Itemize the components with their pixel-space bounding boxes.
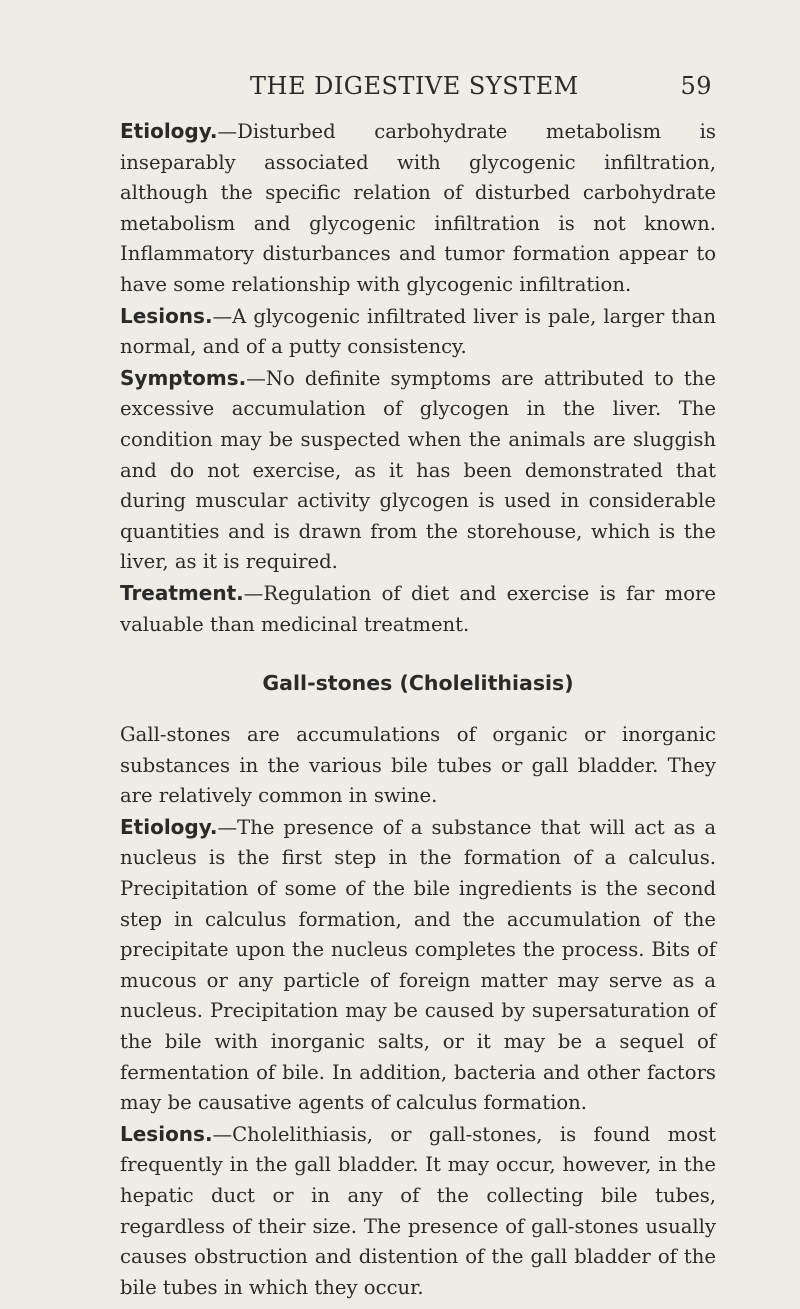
etiology-label-2: Etiology. [120,814,218,839]
etiology-text: —Disturbed carbohydrate metabolism is inseparably associated with glycogenic infiltration, although the specific relation of disturbed carbohydrate metabolism and glycogenic infiltration is not known. Inflammatory disturbances and tumor formation appear to have some relationship with glycogenic infiltration. [120,120,716,296]
lesions-label-2: Lesions. [120,1121,213,1146]
paragraph-etiology-glycogen [120,116,716,301]
etiology-label: Etiology. [120,119,218,143]
symptoms-label: Symptoms. [120,365,247,390]
lesions-label: Lesions. [120,303,213,328]
running-head [120,68,712,108]
page-number: 59 [680,72,712,100]
paragraph-gall-stones-intro: Gall-stones are accumulations of organic or inorganic substances in the various bile tubes or gall bladder. They are relatively common in swine. [120,723,716,808]
symptoms-text: —No definite symptoms are attributed to the excessive accumulation of glycogen in the liver. The condition may be suspected when the animals are sluggish and do not exercise, as it has been demonstrated that during muscular activity glycogen is used in considerable quantities and is drawn from the storehouse, which is the liver, as it is required. [120,366,716,574]
treatment-label: Treatment. [120,580,244,605]
treatment-text: —Regulation of diet and exercise is far more valuable than medicinal treatment. [120,581,716,636]
paragraph-lesions-glycogen [120,301,716,363]
running-head-title: THE DIGESTIVE SYSTEM [250,72,579,100]
etiology-text-2: —The presence of a substance that will act as a nucleus is the first step in the formation of a calculus. Precipitation of some of the bile ingredients is the second step in calculus formation, and the accumulation of the precipitate upon the nucleus completes the process. Bits of mucous or any particle of foreign matter may serve as a nucleus. Precipitation may be caused by supersaturation of the bile with inorganic salts, or it may be a sequel of fermentation of bile. In addition, bacteria and other factors may be causative agents of calculus formation. [120,815,716,1115]
body-text [120,116,716,1303]
paragraph-symptoms [120,363,716,578]
paragraph-treatment [120,578,716,640]
lesions-text: —A glycogenic infiltrated liver is pale, larger than normal, and of a putty consistency. [120,304,716,359]
paragraph-lesions-gall-stones [120,1119,716,1304]
paragraph-etiology-gall-stones [120,812,716,1119]
section-heading-gall-stones: Gall-stones (Cholelithiasis) [262,671,574,696]
lesions-text-2: —Cholelithiasis, or gall-stones, is found most frequently in the gall bladder. It may occur, however, in the hepatic duct or in any of the collecting bile tubes, regardless of their size. The presence of gall-stones usually causes obstruction and distention of the gall bladder of the bile tubes in which they occur. [120,1122,716,1299]
